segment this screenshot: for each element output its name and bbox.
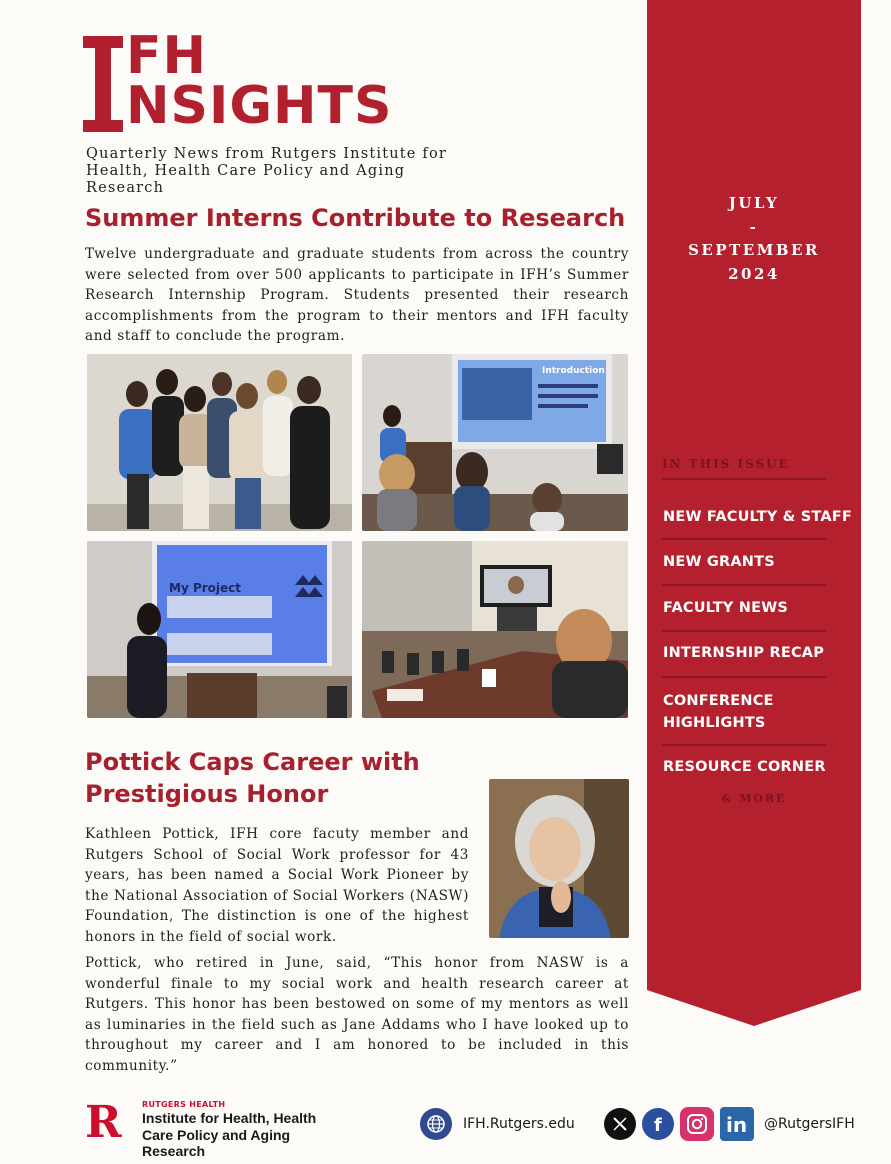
footer-org-small: RUTGERS HEALTH: [142, 1100, 226, 1109]
article2-headline-line1: Pottick Caps Career with: [85, 748, 420, 776]
svg-text:f: f: [654, 1115, 662, 1133]
rutgers-r-logo: [85, 1100, 129, 1140]
photo-presentation-room: [362, 354, 628, 531]
divider: [662, 538, 826, 540]
divider: [662, 744, 826, 746]
issue-date-line3: SEPTEMBER: [688, 241, 820, 259]
toc-item-new-grants[interactable]: NEW GRANTS: [663, 554, 775, 570]
slide-title-my-project: My Project: [169, 581, 241, 595]
article2-headline-line2: Prestigious Honor: [85, 780, 329, 808]
instagram-icon[interactable]: [680, 1107, 714, 1141]
website-link[interactable]: IFH.Rutgers.edu: [463, 1116, 575, 1132]
logo-text-bottom: NSIGHTS: [126, 76, 393, 136]
svg-text:R: R: [85, 1100, 122, 1140]
toc-more: & MORE: [721, 792, 787, 805]
slide-title-introduction: Introduction: [542, 366, 605, 376]
divider: [662, 478, 826, 480]
linkedin-icon[interactable]: [720, 1107, 754, 1141]
toc-item-faculty-news[interactable]: FACULTY NEWS: [663, 600, 789, 616]
svg-text:in: in: [726, 1113, 748, 1135]
in-this-issue-heading: IN THIS ISSUE: [662, 457, 790, 471]
logo-text-top: FH: [126, 26, 208, 86]
photo-conference-table: [362, 541, 628, 718]
photo-kathleen-pottick: [489, 779, 629, 938]
article1-headline: Summer Interns Contribute to Research: [85, 204, 626, 232]
facebook-icon[interactable]: [642, 1108, 674, 1140]
x-icon[interactable]: [604, 1108, 636, 1140]
issue-date: [647, 192, 861, 286]
toc-item-new-faculty[interactable]: NEW FACULTY & STAFF: [663, 509, 852, 525]
globe-icon[interactable]: [420, 1108, 452, 1140]
tagline: Quarterly News from Rutgers Institute for Health, Health Care Policy and Aging Research: [86, 146, 448, 196]
divider: [662, 676, 826, 678]
toc-item-internship-recap[interactable]: INTERNSHIP RECAP: [663, 645, 825, 661]
divider: [662, 630, 826, 632]
issue-date-line4: 2024: [728, 264, 780, 283]
issue-date-line2: -: [749, 217, 759, 236]
toc-item-conference-highlights[interactable]: CONFERENCE HIGHLIGHTS: [663, 693, 774, 731]
article2-headline: [85, 746, 465, 810]
photo-interns-group: [87, 354, 352, 531]
toc-item-resource-corner[interactable]: RESOURCE CORNER: [663, 759, 826, 775]
logo-letter-i: [83, 36, 123, 132]
issue-date-line1: JULY: [728, 194, 780, 212]
footer-org-name: Institute for Health, Health Care Policy and Aging Research: [142, 1110, 317, 1159]
article1-body: Twelve undergraduate and graduate students from across the country were selected from over 500 applicants to participate in IFH’s Summer Research Internship Program. Students presented their research accomplishments from the program to their mentors and IFH faculty and staff to conclude the program.: [85, 246, 629, 344]
divider: [662, 584, 826, 586]
photo-speaker-podium: [87, 541, 352, 718]
article2-body-2: Pottick, who retired in June, said, “This honor from NASW is a wonderful finale to my social work and health research career at Rutgers. This honor has been bestowed on some of my mentors as well as luminaries in the field such as Jane Addams who I have looked up to throughout my career and I am honored to be included in this community.”: [85, 955, 629, 1074]
social-handle[interactable]: @RutgersIFH: [764, 1116, 855, 1132]
article2-body-1: Kathleen Pottick, IFH core facuty member and Rutgers School of Social Work professor for 43 years, has been named a Social Work Pioneer by the National Association of Social Workers (NASW) Foundation, The distinction is one of the highest honors in the field of social work.: [85, 826, 469, 945]
